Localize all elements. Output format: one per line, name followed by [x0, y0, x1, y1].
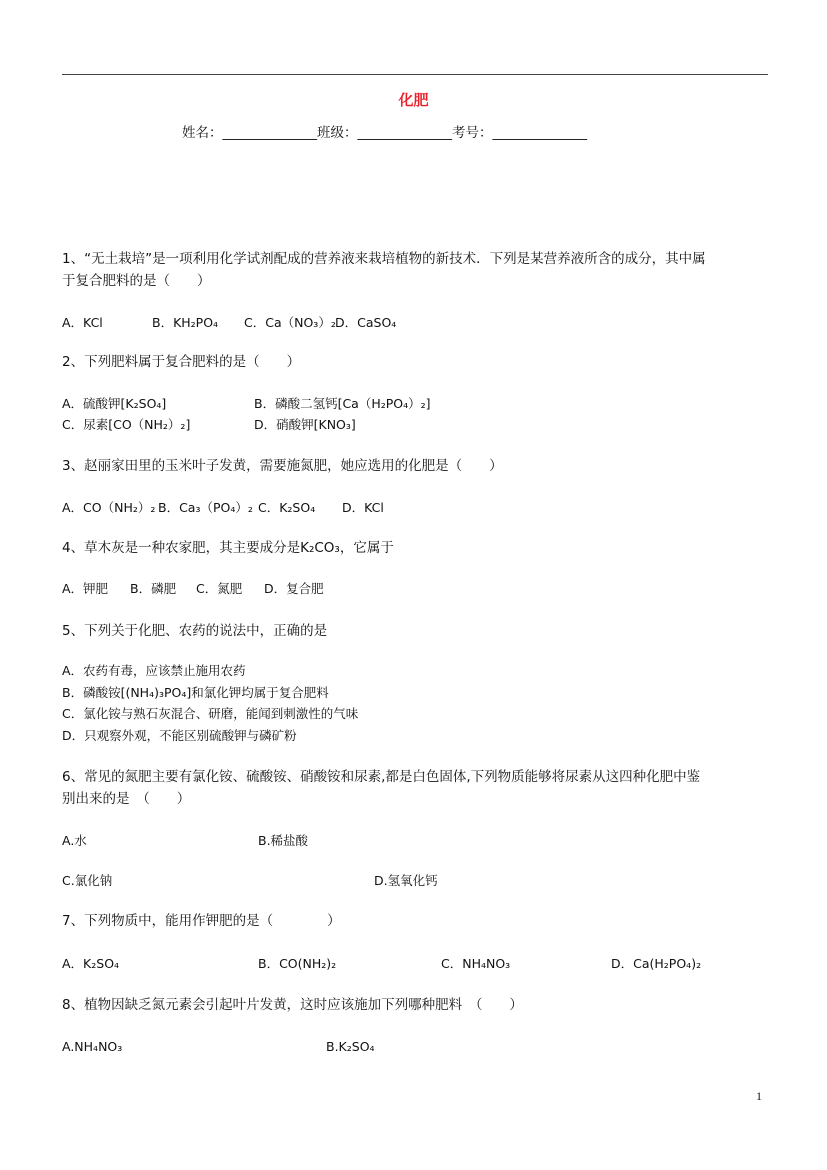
question-2-text: 2、下列肥料属于复合肥料的是（ ） [62, 354, 301, 370]
question-3-option-c: C．K₂SO₄ [258, 500, 316, 515]
student-info-line [182, 121, 587, 141]
name-field: 姓名：______________ [182, 125, 317, 141]
question-5-text: 5、下列关于化肥、农药的说法中，正确的是 [62, 623, 328, 639]
question-4-option-a: A．钾肥 [62, 581, 109, 596]
question-1-text-cont: 于复合肥料的是（ ） [62, 273, 211, 289]
question-7-option-c: C．NH₄NO₃ [441, 956, 511, 971]
question-1-option-d: D．CaSO₄ [335, 315, 397, 330]
question-5-option-b: B．磷酸铵[(NH₄)₃PO₄]和氯化钾均属于复合肥料 [62, 685, 329, 700]
question-6-option-d: D.氢氧化钙 [374, 873, 438, 888]
question-2-option-a: A．硫酸钾[K₂SO₄] [62, 396, 167, 411]
question-8-option-b: B.K₂SO₄ [326, 1039, 375, 1054]
question-6-option-b: B.稀盐酸 [258, 833, 309, 848]
page-title: 化肥 [398, 91, 429, 109]
question-1-option-a: A．KCl [62, 315, 103, 330]
question-6-text-cont: 别出来的是 （ ） [62, 791, 191, 807]
question-2-option-b: B．磷酸二氢钙[Ca（H₂PO₄）₂] [254, 396, 431, 411]
question-2-option-d: D．硝酸钾[KNO₃] [254, 417, 356, 432]
page-number: 1 [756, 1089, 762, 1103]
question-8-option-a: A.NH₄NO₃ [62, 1039, 123, 1054]
class-field: 班级：______________ [317, 125, 452, 141]
question-3-option-d: D．KCl [342, 500, 384, 515]
question-7-option-d: D．Ca(H₂PO₄)₂ [611, 956, 702, 971]
question-3-text: 3、赵丽家田里的玉米叶子发黄，需要施氮肥，她应选用的化肥是（ ） [62, 458, 503, 474]
question-1-option-c: C．Ca（NO₃）₂ [244, 315, 336, 330]
header-rule [62, 74, 768, 75]
question-1-option-b: B．KH₂PO₄ [152, 315, 219, 330]
question-5-option-c: C．氯化铵与熟石灰混合、研磨，能闻到刺激性的气味 [62, 706, 359, 721]
question-6-option-c: C.氯化钠 [62, 873, 113, 888]
question-3-option-a: A．CO（NH₂）₂ [62, 500, 156, 515]
question-6-text: 6、常见的氮肥主要有氯化铵、硫酸铵、硝酸铵和尿素,都是白色固体,下列物质能够将尿素从这四种化肥中鉴 [62, 769, 701, 785]
question-6-option-a: A.水 [62, 833, 87, 848]
question-4-text: 4、草木灰是一种农家肥，其主要成分是K₂CO₃，它属于 [62, 540, 394, 556]
question-7-option-a: A．K₂SO₄ [62, 956, 120, 971]
question-3-option-b: B．Ca₃（PO₄）₂ [158, 500, 253, 515]
question-5-option-d: D．只观察外观，不能区别硫酸钾与磷矿粉 [62, 728, 297, 743]
question-4-option-d: D．复合肥 [264, 581, 324, 596]
question-7-option-b: B．CO(NH₂)₂ [258, 956, 337, 971]
question-7-text: 7、下列物质中，能用作钾肥的是（ ） [62, 913, 341, 929]
question-4-option-c: C．氮肥 [196, 581, 243, 596]
question-4-option-b: B．磷肥 [130, 581, 177, 596]
question-2-option-c: C．尿素[CO（NH₂）₂] [62, 417, 191, 432]
question-5-option-a: A．农药有毒，应该禁止施用农药 [62, 663, 246, 678]
question-8-text: 8、植物因缺乏氮元素会引起叶片发黄，这时应该施加下列哪种肥料 （ ） [62, 997, 523, 1013]
question-1-text: 1、“无土栽培”是一项利用化学试剂配成的营养液来栽培植物的新技术．下列是某营养液所含的成分，其中属 [62, 251, 706, 267]
exam-no-field: 考号：______________ [452, 125, 587, 141]
